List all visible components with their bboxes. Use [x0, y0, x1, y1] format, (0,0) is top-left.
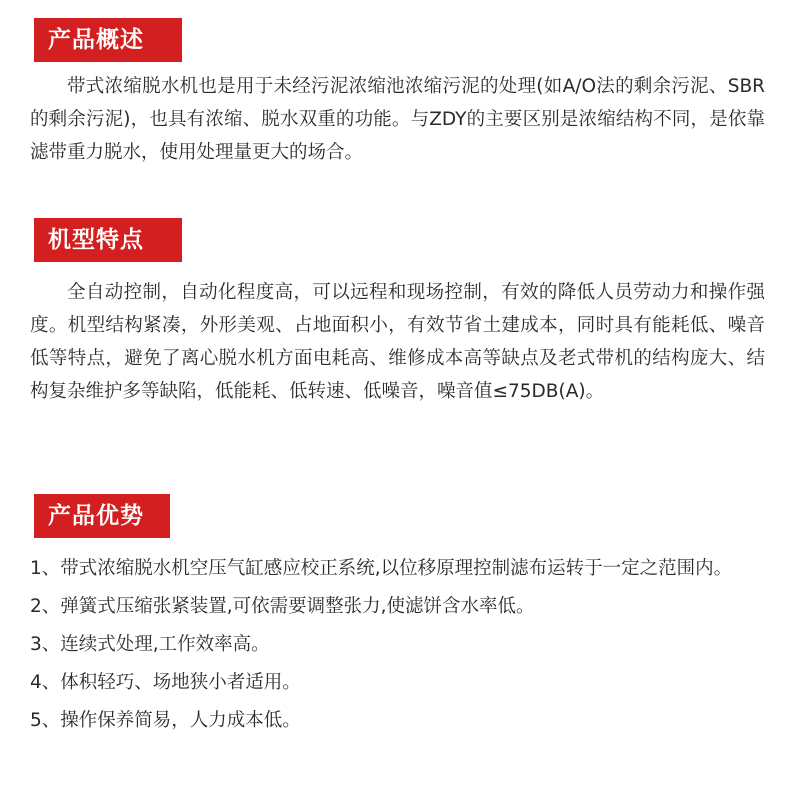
list-item: 2、弹簧式压缩张紧装置,可依需要调整张力,使滤饼含水率低。: [30, 596, 535, 617]
list-item: 3、连续式处理,工作效率高。: [30, 634, 270, 655]
overview-paragraph: 带式浓缩脱水机也是用于未经污泥浓缩池浓缩污泥的处理(如A/O法的剩余污泥、SBR的剩余污泥)，也具有浓缩、脱水双重的功能。与ZDY的主要区别是浓缩结构不同，是依靠滤带重力脱水，使用处理量更大的场合。: [30, 76, 765, 163]
section-title-features: 机型特点: [34, 218, 182, 262]
features-paragraph: 全自动控制，自动化程度高，可以远程和现场控制，有效的降低人员劳动力和操作强度。机型结构紧凑，外形美观、占地面积小，有效节省土建成本，同时具有能耗低、噪音低等特点，避免了离心脱水机方面电耗高、维修成本高等缺点及老式带机的结构庞大、结构复杂维护多等缺陷，低能耗、低转速、低噪音，噪音值≤75DB(A)。: [30, 282, 765, 402]
list-item: 4、体积轻巧、场地狭小者适用。: [30, 672, 301, 693]
list-item: 1、带式浓缩脱水机空压气缸感应校正系统,以位移原理控制滤布运转于一定之范围内。: [30, 558, 733, 579]
advantages-list: [30, 552, 765, 742]
section-title-advantages: 产品优势: [34, 494, 170, 538]
list-item: 5、操作保养简易，人力成本低。: [30, 710, 301, 731]
section-title-overview: 产品概述: [34, 18, 182, 62]
